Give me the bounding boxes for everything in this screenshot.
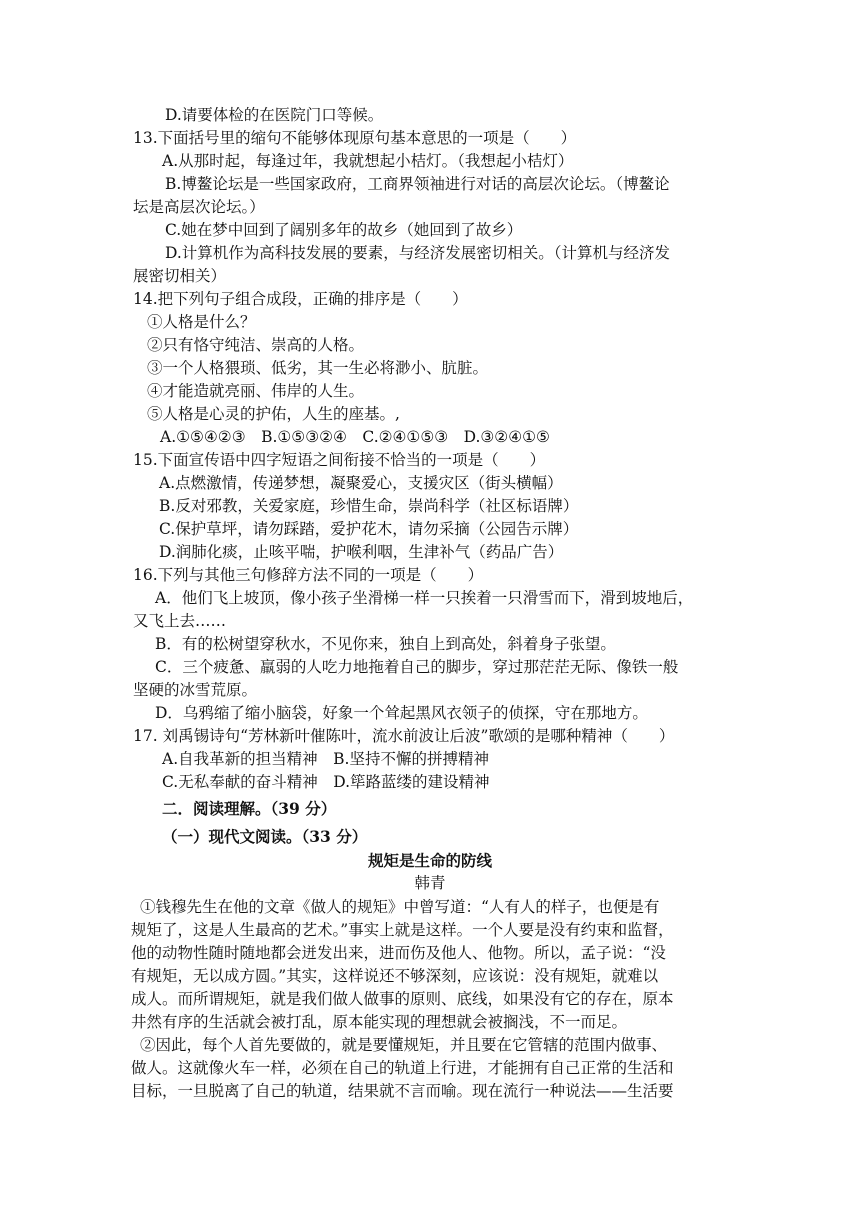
q14-sentence-3: ③一个人格猥琐、低劣，其一生必将渺小、肮脏。 [147, 359, 489, 377]
q17-options-cd: C.无私奉献的奋斗精神 D.筚路蓝缕的建设精神 [162, 773, 490, 791]
q15-option-b: B.反对邪教，关爱家庭，珍惜生命，崇尚科学（社区标语牌） [159, 497, 579, 515]
q14-sentence-1: ①人格是什么？ [147, 313, 256, 331]
paragraph-1-line: ①钱穆先生在他的文章《做人的规矩》中曾写道：“人有人的样子，也便是有 [140, 898, 660, 916]
q16-option-c-line1: C．三个疲惫、羸弱的人吃力地拖着自己的脚步，穿过那茫茫无际、像铁一般 [155, 658, 679, 676]
q14-sentence-2: ②只有恪守纯洁、崇高的人格。 [147, 336, 365, 354]
q16-option-b: B．有的松树望穿秋水，不见你来，独自上到高处，斜着身子张望。 [155, 635, 616, 653]
q13-stem: 13.下面括号里的缩句不能够体现原句基本意思的一项是（ ） [133, 129, 577, 147]
q17-stem: 17. 刘禹锡诗句“芳林新叶催陈叶，流水前波让后波”歌颂的是哪种精神（ ） [133, 727, 675, 745]
q13-option-c: C.她在梦中回到了阔别多年的故乡（她回到了故乡） [165, 221, 523, 239]
section-heading: 二．阅读理解。（39 分） [162, 799, 337, 818]
q13-option-a: A.从那时起，每逢过年，我就想起小桔灯。（我想起小桔灯） [162, 152, 574, 170]
paragraph-1-line: 规矩了，这是人生最高的艺术。”事实上就是这样。一个人要是没有约束和监督， [131, 921, 674, 939]
paragraph-1-line: 他的动物性随时随地都会迸发出来，进而伤及他人、他物。所以，孟子说：“没 [131, 944, 666, 962]
paragraph-1-line: 成人。而所谓规矩，就是我们做人做事的原则、底线，如果没有它的存在，原本 [131, 990, 674, 1008]
q14-stem: 14.把下列句子组合成段，正确的排序是（ ） [133, 290, 468, 308]
paragraph-1-line: 井然有序的生活就会被打乱，原本能实现的理想就会被搁浅，不一而足。 [131, 1013, 628, 1031]
paragraph-2-line: ②因此，每个人首先要做的，就是要懂规矩，并且要在它管辖的范围内做事、 [140, 1036, 668, 1054]
q13-option-d-line2: 展密切相关） [133, 267, 227, 285]
q13-option-d-line1: D.计算机作为高科技发展的要素，与经济发展密切相关。（计算机与经济发 [165, 244, 671, 262]
q13-option-b-line2: 坛是高层次论坛。） [133, 198, 265, 216]
q15-option-c: C.保护草坪，请勿踩踏，爱护花木，请勿采摘（公园告示牌） [159, 520, 579, 538]
q13-option-b-line1: B.博鳌论坛是一些国家政府，工商界领袖进行对话的高层次论坛。（博鳌论 [165, 175, 670, 193]
paragraph-2-line: 做人。这就像火车一样，必须在自己的轨道上行进，才能拥有自己正常的生活和 [131, 1059, 674, 1077]
q16-option-d: D．乌鸦缩了缩小脑袋，好象一个耸起黑风衣领子的侦探，守在那地方。 [155, 704, 648, 722]
q16-option-c-line2: 坚硬的冰雪荒原。 [133, 681, 258, 699]
q16-option-a-line1: A．他们飞上坡顶，像小孩子坐滑梯一样一只挨着一只滑雪而下，滑到坡地后， [155, 589, 694, 607]
q15-option-a: A.点燃激情，传递梦想，凝聚爱心，支援灾区（街头横幅） [159, 474, 563, 492]
paragraph-2-line: 目标，一旦脱离了自己的轨道，结果就不言而喻。现在流行一种说法——生活要 [131, 1082, 674, 1100]
q14-sentence-4: ④才能造就亮丽、伟岸的人生。 [147, 382, 365, 400]
article-title: 规矩是生命的防线 [367, 851, 492, 870]
subsection-heading: （一）现代文阅读。（33 分） [162, 827, 368, 846]
paragraph-1-line: 有规矩，无以成方圆。”其实，这样说还不够深刻，应该说：没有规矩，就难以 [131, 967, 659, 985]
q16-stem: 16.下列与其他三句修辞方法不同的一项是（ ） [133, 566, 484, 584]
article-author: 韩青 [414, 874, 446, 892]
q14-sentence-5: ⑤人格是心灵的护佑，人生的座基。, [147, 405, 400, 423]
q15-option-d: D.润肺化痰，止咳平喘，护喉利咽，生津补气（药品广告） [159, 543, 564, 561]
q16-option-a-line2: 又飞上去…… [133, 612, 227, 630]
q15-stem: 15.下面宣传语中四字短语之间衔接不恰当的一项是（ ） [133, 451, 546, 469]
q12-option-d: D.请要体检的在医院门口等候。 [165, 106, 384, 124]
q14-options: A.①⑤④②③ B.①⑤③②④ C.②④①⑤③ D.③②④①⑤ [160, 428, 550, 446]
q17-options-ab: A.自我革新的担当精神 B.坚持不懈的拼搏精神 [162, 750, 489, 768]
